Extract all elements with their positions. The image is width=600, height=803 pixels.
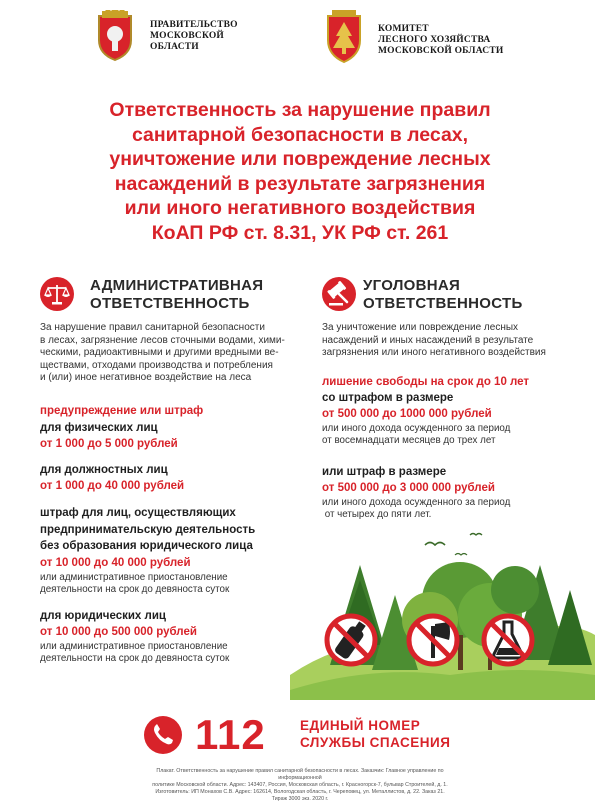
entrepreneurs-label: штраф для лиц, осуществляющих предпринимательскую деятельность без образования юридического лица [40,507,256,552]
poster-title: Ответственность за нарушение правил санитарной безопасности в лесах, уничтожение или повреждение лесных насаждений в результате загрязнения или иного негативного воздействия КоАП РФ ст. 8.31, УК РФ ст. 261 [109,99,491,244]
admin-intro: За нарушение правил санитарной безопасности в лесах, загрязнение лесов сточными водами, хими- ческими, радиоактивными и другими вредными ве- ществами, отходами производства и потребления и (или) иное негативное воздействие на леса [40,322,285,384]
fine-with-note: или иного дохода осужденного за период от восемнадцати месяцев до трех лет [322,423,511,446]
left-emblem [94,10,136,62]
criminal-heading: УГОЛОВНАЯ ОТВЕТСТВЕННОСТЬ [363,277,523,312]
criminal-intro: За уничтожение или повреждение лесных насаждений и иных насаждений в результате загрязнения или иного негативного воздействия [322,322,546,359]
fine-with-amount: от 500 000 до 1000 000 рублей [322,408,492,420]
fine-with-label: со штрафом в размере [322,392,454,404]
imprint-footer: Плакат. Ответственность за нарушение правил санитарной безопасности в лесах. Заказчик: Главное управление по информационной политике Московской области. Адрес: 143407, Россия, Московская область, г. Красногорск-7, бульвар Строителей, д. 1. Изготовитель: ИП Монахов С.В. Адрес: 162614, Вологодская область, г. Череповец, ул. Металлистов, д. 22. Заказ 21. Тираж 3000 экз. 2020 г. [152,768,448,802]
left-org-name: ПРАВИТЕЛЬСТВО МОСКОВСКОЙ ОБЛАСТИ [150,20,238,52]
right-org-name: КОМИТЕТ ЛЕСНОГО ХОЗЯЙСТВА МОСКОВСКОЙ ОБЛАСТИ [378,24,504,56]
scales-icon [40,277,74,311]
legal-amount: от 10 000 до 500 000 рублей [40,626,197,638]
emergency-number: 112 [195,711,266,758]
or-fine-label: или штраф в размере [322,466,447,478]
prison-term: лишение свободы на срок до 10 лет [322,376,530,388]
legal-label: для юридических лиц [40,610,166,622]
admin-penalty-type: предупреждение или штраф [40,405,204,417]
individuals-label: для физических лиц [40,422,158,434]
entrepreneurs-note: или административное приостановление деятельности на срок до девяноста суток [40,572,230,595]
or-fine-note: или иного дохода осужденного за период от четырех до пяти лет. [322,497,511,520]
admin-heading: АДМИНИСТРАТИВНАЯ ОТВЕТСТВЕННОСТЬ [90,277,264,312]
officials-amount: от 1 000 до 40 000 рублей [40,480,185,492]
individuals-amount: от 1 000 до 5 000 рублей [40,438,178,450]
no-bottles-icon [323,612,379,668]
emergency-label: ЕДИНЫЙ НОМЕР СЛУЖБЫ СПАСЕНИЯ [300,718,451,750]
no-chemicals-icon [480,612,536,668]
no-axe-icon [405,612,461,668]
entrepreneurs-amount: от 10 000 до 40 000 рублей [40,557,191,569]
officials-label: для должностных лиц [40,464,168,476]
gavel-icon [322,277,356,311]
or-fine-amount: от 500 000 до 3 000 000 рублей [322,482,495,494]
legal-note: или административное приостановление деятельности на срок до девяноста суток [40,641,230,664]
phone-icon [143,715,183,755]
right-emblem [322,8,366,64]
